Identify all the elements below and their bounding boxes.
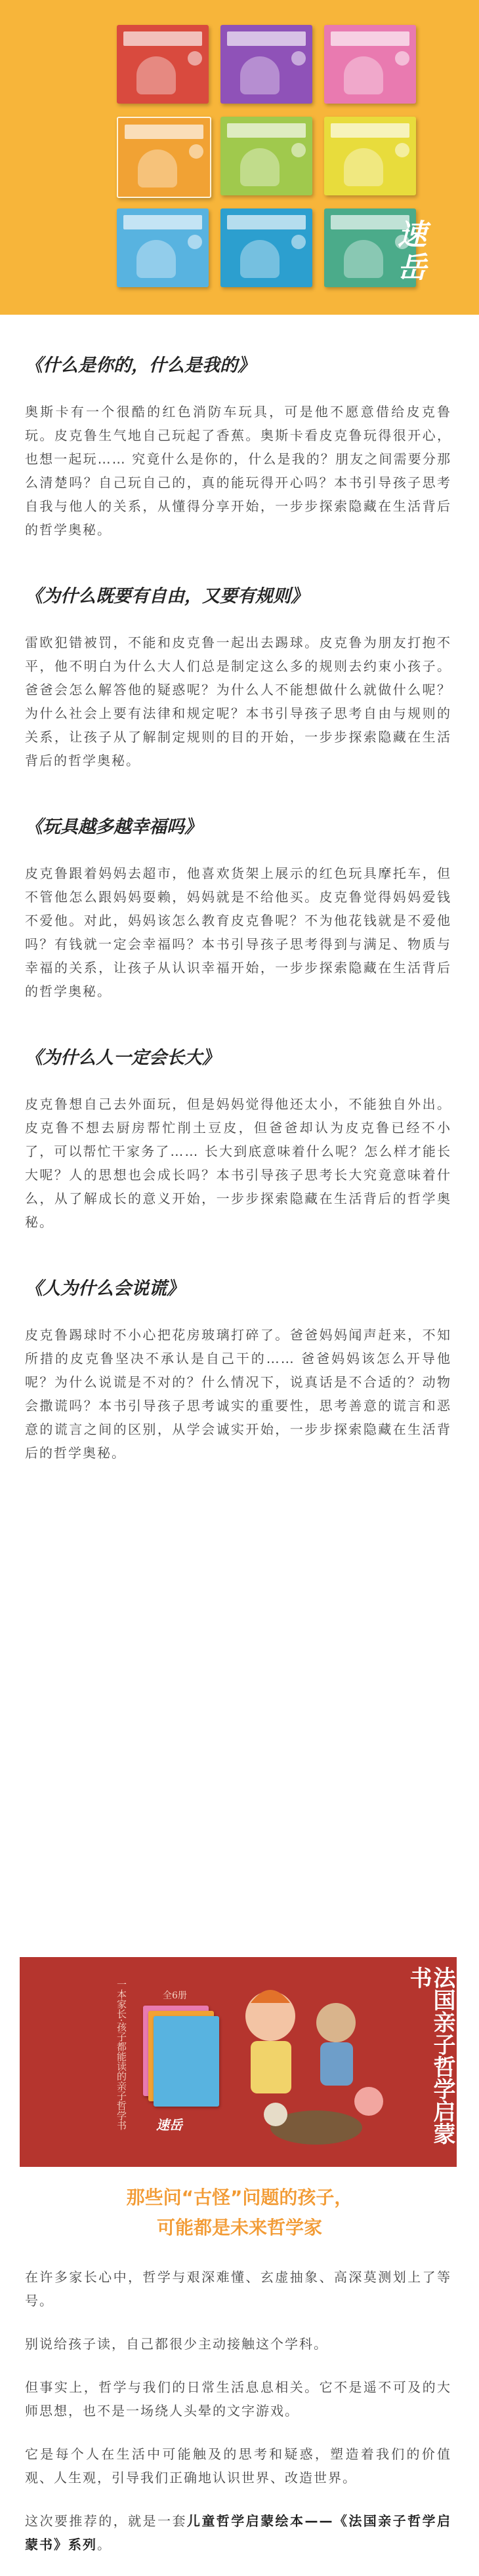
character-head [264,2103,287,2126]
character-head [316,2003,356,2042]
character-body [251,2041,291,2093]
section-title: 《什么是你的，什么是我的》 [25,355,255,376]
promo-caption-text: 一本家长·孩子都能读的亲子哲学书 [115,1979,127,2130]
publisher-seal: 速岳 [398,218,427,285]
section-body: 皮克鲁踢球时不小心把花房玻璃打碎了。爸爸妈妈闻声赶来，不知所措的皮克鲁坚决不承认是自己干的…… 爸爸妈妈该怎么开导他呢？为什么说谎是不对的？什么情况下，说真话是不合适的？动物会撒谎吗？本书引导孩子思考诚实的重要性，思考善意的谎言和恶意的谎言之间的区别，从学会诚实开始，一步步探索隐藏在生活背后的哲学奥秘。 [25,1327,451,1461]
book-cover [220,208,312,287]
series-promo-banner [20,1957,457,2167]
promo-seal: 速岳 [156,2117,182,2133]
book-cover [154,2016,219,2107]
closing-paragraph [25,2509,451,2556]
section-title: 《玩具越多越幸福吗》 [25,817,202,837]
promo-title: 法国亲子哲学启蒙书 [406,1966,455,2145]
book-grid [117,25,419,290]
closing-paragraph: 它是每个人在生活中可能触及的思考和疑惑，塑造着我们的价值观、人生观，引导我们正确地认识世界、改造世界。 [25,2446,451,2486]
promo-book-stack [143,1989,219,2133]
series-name: 儿童哲学启蒙绘本——《法国亲子哲学启蒙书》系列 [25,2513,452,2552]
set-label: 全6册 [163,1991,187,2001]
section-body: 皮克鲁跟着妈妈去超市，他喜欢货架上展示的红色玩具摩托车，但不管他怎么跟妈妈耍赖，妈妈就是不给他买。皮克鲁觉得妈妈爱钱不爱他。对此，妈妈该怎么教育皮克鲁呢？不为他花钱就是不爱他吗？有钱就一定会幸福吗？本书引导孩子思考得到与满足、物质与幸福的关系，让孩子从认识幸福开始，一步步探索隐藏在生活背后的哲学奥秘。 [25,865,451,999]
section-title: 《为什么人一定会长大》 [25,1048,220,1068]
closing-paragraph: 但事实上，哲学与我们的日常生活息息相关。它不是遥不可及的大师思想，也不是一场绕人头晕的文字游戏。 [25,2379,451,2419]
book-cover [220,25,312,104]
book-descriptions [25,354,451,1508]
closing-prefix: 这次要推荐的，就是一套 [25,2513,187,2529]
subtitle-line-1: 那些问“古怪”问题的孩子， [126,2187,353,2208]
promo-caption [31,1979,130,2150]
closing-suffix: 。 [97,2537,112,2552]
closing-text [25,2265,451,2576]
book-cover [324,25,416,104]
character-hair [251,1990,290,2003]
book-cover [324,117,416,195]
section-title: 《为什么既要有自由，又要有规则》 [25,586,308,606]
closing-paragraph: 别说给孩子读，自己都很少主动接触这个学科。 [25,2336,328,2352]
section-body: 皮克鲁想自己去外面玩，但是妈妈觉得他还太小，不能独自外出。皮克鲁不想去厨房帮忙削土豆皮，但爸爸却认为皮克鲁已经不小了，可以帮忙干家务了…… 长大到底意味着什么呢？怎么样才能长大呢？人的思想也会成长吗？本书引导孩子思考长大究竟意味着什么，从了解成长的意义开始，一步步探索隐藏在生活背后的哲学奥秘。 [25,1096,451,1230]
closing-paragraph: 在许多家长心中，哲学与艰深难懂、玄虚抽象、高深莫测划上了等号。 [25,2269,451,2308]
book-cover [220,117,312,195]
book-collection-banner [0,0,479,315]
section-body: 奥斯卡有一个很酷的红色消防车玩具，可是他不愿意借给皮克鲁玩。皮克鲁生气地自己玩起了香蕉。奥斯卡看皮克鲁玩得很开心，也想一起玩…… 究竟什么是你的，什么是我的？朋友之间需要分那么清楚吗？自己玩自己的，真的能玩得开心吗？本书引导孩子思考自我与他人的关系，从懂得分享开始，一步步探索隐藏在生活背后的哲学奥秘。 [25,404,451,538]
character-body [320,2042,353,2086]
book-cover [117,117,211,198]
book-cover [117,208,209,287]
character-head [354,2087,383,2116]
promo-illustration [224,1970,395,2154]
section-body: 雷欧犯错被罚，不能和皮克鲁一起出去踢球。皮克鲁为朋友打抱不平，他不明白为什么大人们总是制定这么多的规则去约束小孩子。爸爸会怎么解答他的疑惑呢？为什么人不能想做什么就做什么呢？为什么社会上要有法律和规定呢？本书引导孩子思考自由与规则的关系，让孩子从了解制定规则的目的开始，一步步探索隐藏在生活背后的哲学奥秘。 [25,635,451,768]
section-title: 《人为什么会说谎》 [25,1278,184,1299]
book-cover [117,25,209,104]
subtitle-line-2: 可能都是未来哲学家 [156,2217,322,2238]
